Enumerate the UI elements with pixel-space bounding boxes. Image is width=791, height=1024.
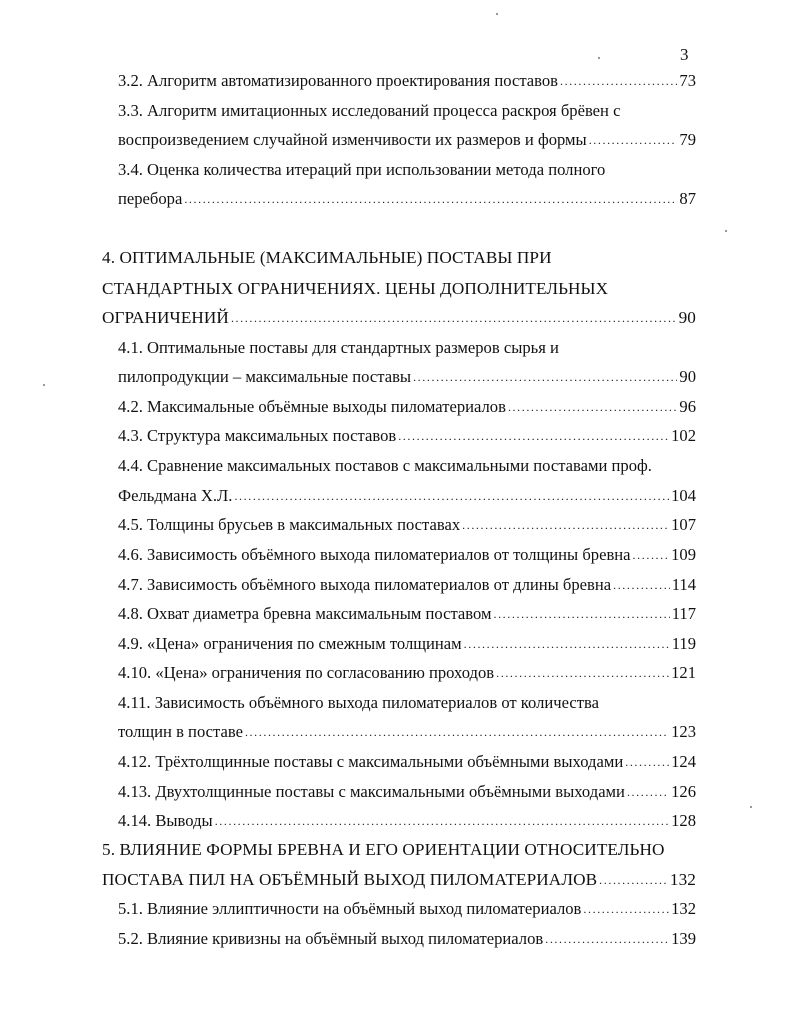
toc-page-number: 124 [671,752,696,771]
toc-entry-5-1[interactable] [118,896,696,922]
toc-entry-3-4-line[interactable]: 3.4. Оценка количества итераций при использовании метода полного [118,160,606,179]
toc-page-number: 132 [671,899,696,918]
dot-leader [493,600,669,627]
toc-entry-title: 4.6. Зависимость объёмного выхода пиломатериалов от толщины бревна [118,545,631,564]
toc-chapter-5[interactable] [102,867,696,893]
page-number: 3 [680,45,689,64]
toc-entry-title: 5.1. Влияние эллиптичности на объёмный выход пиломатериалов [118,899,582,918]
toc-chapter-4-line-1[interactable]: 4. ОПТИМАЛЬНЫЕ (МАКСИМАЛЬНЫЕ) ПОСТАВЫ ПРИ [102,248,552,267]
scan-speck [598,57,600,59]
dot-leader [508,393,677,420]
toc-entry-4-10[interactable] [118,660,696,686]
toc-entry-4-4[interactable] [118,483,696,509]
toc-entry-title: 4.7. Зависимость объёмного выхода пиломатериалов от длины бревна [118,575,612,594]
toc-entry-title: 4.13. Двухтолщинные поставы с максимальными объёмными выходами [118,782,625,801]
toc-page-number: 90 [678,308,696,327]
toc-entry-4-1[interactable] [118,364,696,390]
toc-entry-title: 4.8. Охват диаметра бревна максимальным поставом [118,604,492,623]
dot-leader [184,185,677,212]
toc-page-number: 139 [671,929,696,948]
toc-entry-4-12[interactable] [118,749,696,775]
toc-page-number: 119 [671,634,696,653]
toc-page-number: 114 [671,575,696,594]
toc-page-number: 128 [671,811,696,830]
toc-entry-4-3[interactable] [118,423,696,449]
toc-chapter-4[interactable] [102,305,696,331]
scan-speck [725,230,727,232]
toc-entry-4-11[interactable] [118,719,696,745]
toc-entry-title: воспроизведением случайной изменчивости их размеров и формы [118,130,587,149]
toc-page-number: 79 [679,130,696,149]
toc-entry-4-2[interactable] [118,394,696,420]
scan-speck [43,384,45,386]
toc-entry-title: ОГРАНИЧЕНИЙ [102,308,229,327]
toc-entry-3-2[interactable] [118,68,696,94]
toc-entry-title: 4.9. «Цена» ограничения по смежным толщинам [118,634,462,653]
toc-entry-title: 4.10. «Цена» ограничения по согласованию проходов [118,663,495,682]
toc-entry-title: 4.2. Максимальные объёмные выходы пиломатериалов [118,397,506,416]
toc-entry-4-13[interactable] [118,779,696,805]
toc-entry-3-3[interactable] [118,127,696,153]
toc-page-number: 109 [671,545,696,564]
toc-entry-4-9[interactable] [118,631,696,657]
toc-entry-title: перебора [118,189,183,208]
dot-leader [231,304,677,331]
dot-leader [545,925,669,952]
dot-leader [462,511,669,538]
toc-entry-title: ПОСТАВА ПИЛ НА ОБЪЁМНЫЙ ВЫХОД ПИЛОМАТЕРИАЛОВ [102,870,598,889]
toc-entry-3-4[interactable] [118,186,696,212]
dot-leader [633,541,670,568]
toc-page-number: 102 [671,426,696,445]
toc-page-number: 73 [679,71,696,90]
dot-leader [627,778,669,805]
dot-leader [234,482,669,509]
toc-entry-4-4-line[interactable]: 4.4. Сравнение максимальных поставов с максимальными поставами проф. [118,456,652,475]
toc-entry-title: 4.12. Трёхтолщинные поставы с максимальными объёмными выходами [118,752,624,771]
toc-chapter-5-line-1[interactable]: 5. ВЛИЯНИЕ ФОРМЫ БРЕВНА И ЕГО ОРИЕНТАЦИИ ОТНОСИТЕЛЬНО [102,840,665,859]
dot-leader [589,126,678,153]
dot-leader [398,422,669,449]
dot-leader [245,718,669,745]
dot-leader [464,630,670,657]
toc-entry-title: толщин в поставе [118,722,243,741]
toc-entry-4-5[interactable] [118,512,696,538]
toc-entry-4-6[interactable] [118,542,696,568]
dot-leader [560,67,677,94]
dot-leader [496,659,669,686]
dot-leader [413,363,677,390]
toc-entry-5-2[interactable] [118,926,696,952]
toc-page-number: 107 [671,515,696,534]
toc-entry-title: Фельдмана Х.Л. [118,486,233,505]
toc-page-number: 117 [671,604,696,623]
toc-entry-title: 4.14. Выводы [118,811,213,830]
toc-page-number: 121 [671,663,696,682]
toc-page-number: 96 [679,397,696,416]
dot-leader [215,807,669,834]
toc-entry-title: 3.2. Алгоритм автоматизированного проектирования поставов [118,71,558,90]
dot-leader [625,748,669,775]
toc-entry-title: 5.2. Влияние кривизны на объёмный выход пиломатериалов [118,929,544,948]
dot-leader [583,895,669,922]
toc-page-number: 90 [679,367,696,386]
toc-entry-3-3-line[interactable]: 3.3. Алгоритм имитационных исследований процесса раскроя брёвен с [118,101,621,120]
toc-entry-title: 4.5. Толщины брусьев в максимальных поставах [118,515,461,534]
toc-page-number: 126 [671,782,696,801]
toc-chapter-4-line-2[interactable]: СТАНДАРТНЫХ ОГРАНИЧЕНИЯХ. ЦЕНЫ ДОПОЛНИТЕЛЬНЫХ [102,279,609,298]
toc-entry-4-14[interactable] [118,808,696,834]
dot-leader [613,571,670,598]
toc-page-number: 104 [671,486,696,505]
toc-page-number: 123 [671,722,696,741]
scan-speck [750,806,752,808]
toc-entry-title: 4.3. Структура максимальных поставов [118,426,397,445]
toc-entry-title: пилопродукции – максимальные поставы [118,367,412,386]
scan-speck [496,13,498,15]
toc-entry-4-7[interactable] [118,572,696,598]
toc-page-number: 132 [669,870,696,889]
toc-entry-4-8[interactable] [118,601,696,627]
dot-leader [599,866,668,893]
toc-entry-4-11-line[interactable]: 4.11. Зависимость объёмного выхода пиломатериалов от количества [118,693,599,712]
toc-page-number: 87 [679,189,696,208]
toc-entry-4-1-line[interactable]: 4.1. Оптимальные поставы для стандартных размеров сырья и [118,338,559,357]
